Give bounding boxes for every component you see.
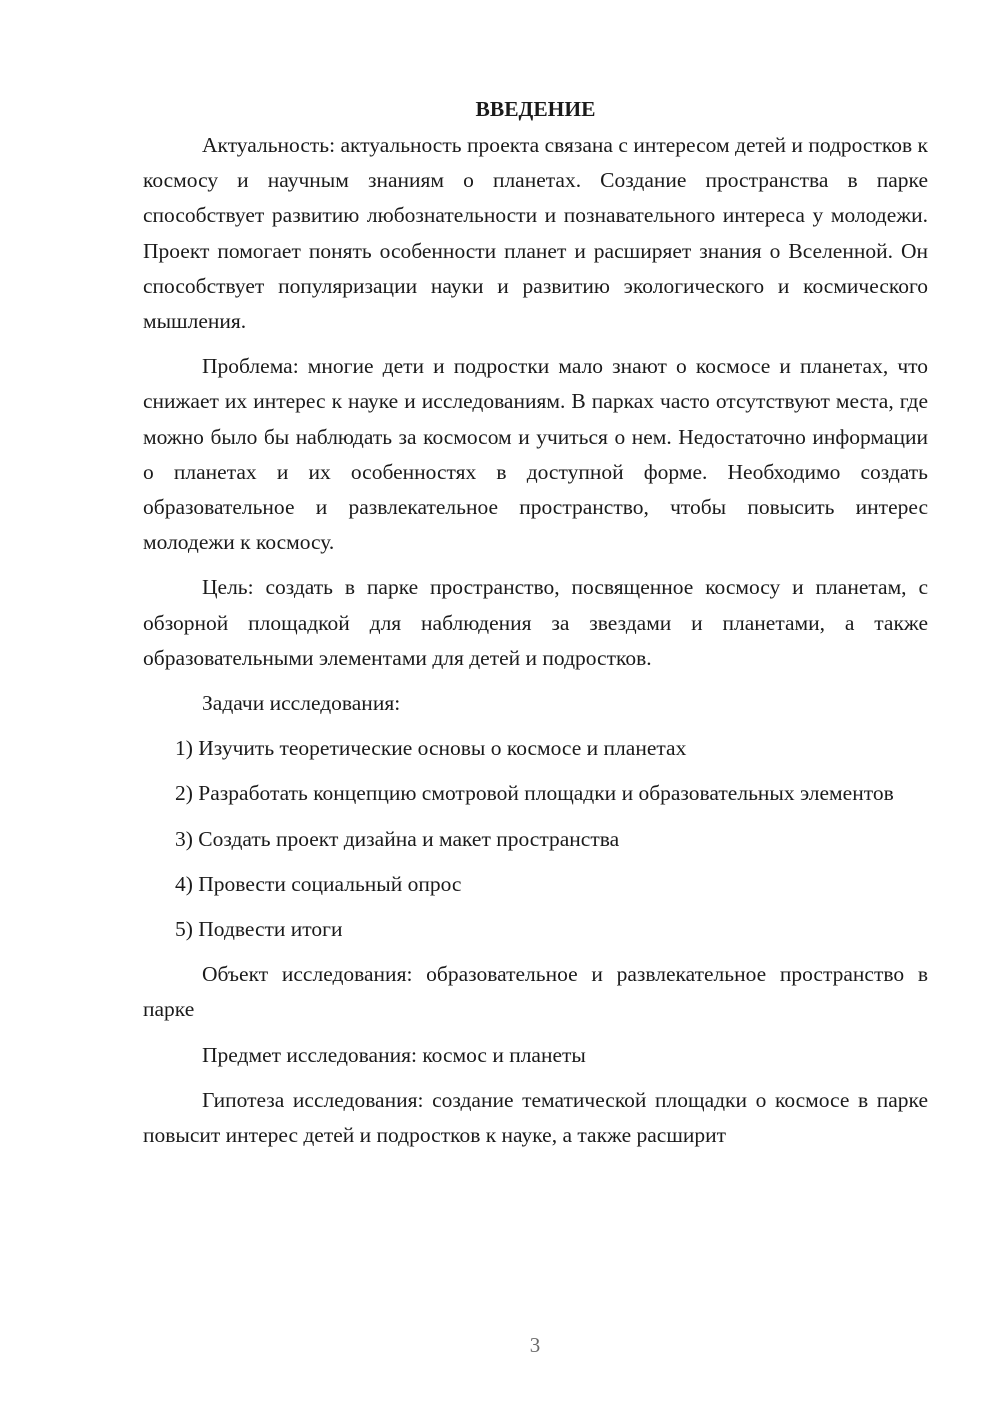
- page-number: 3: [529, 1333, 541, 1357]
- paragraph-hypothesis: Гипотеза исследования: создание тематической площадки о космосе в парке повысит интерес детей и подростков к науке, а также расширит: [143, 1087, 928, 1148]
- list-item-task-1: 1) Изучить теоретические основы о космосе и планетах: [175, 736, 687, 761]
- list-item-task-4: 4) Провести социальный опрос: [175, 871, 462, 896]
- list-item-task-5: 5) Подвести итоги: [175, 917, 343, 942]
- paragraph-goal: Цель: создать в парке пространство, посвященное космосу и планетам, с обзорной площадкой для наблюдения за звездами и планетами, а также образовательными элементами для детей и подростков.: [143, 575, 928, 670]
- list-item-task-3: 3) Создать проект дизайна и макет пространства: [175, 826, 620, 851]
- paragraph-object: Объект исследования: образовательное и развлекательное пространство в парке: [143, 962, 928, 1022]
- document-page: [143, 92, 928, 1163]
- paragraph-relevance: Актуальность: актуальность проекта связана с интересом детей и подростков к космосу и научным знаниям о планетах. Создание пространства в парке способствует развитию любознательности и познавательного интереса у молодежи. Проект помогает понять особенности планет и расширяет знания о Вселенной. Он способствует популяризации науки и развитию экологического и космического мышления.: [143, 133, 928, 334]
- paragraph-tasks-heading: Задачи исследования:: [202, 691, 401, 716]
- page-title: ВВЕДЕНИЕ: [475, 97, 596, 121]
- paragraph-problem: Проблема: многие дети и подростки мало знают о космосе и планетах, что снижает их интерес к науке и исследованиям. В парках часто отсутствуют места, где можно было бы наблюдать за космосом и учиться о нем. Недостаточно информации о планетах и их особенностях в доступной форме. Необходимо создать образовательное и развлекательное пространство, чтобы повысить интерес молодежи к космосу.: [143, 354, 928, 555]
- list-item-task-2: 2) Разработать концепцию смотровой площадки и образовательных элементов: [175, 781, 894, 806]
- paragraph-subject: Предмет исследования: космос и планеты: [202, 1042, 586, 1067]
